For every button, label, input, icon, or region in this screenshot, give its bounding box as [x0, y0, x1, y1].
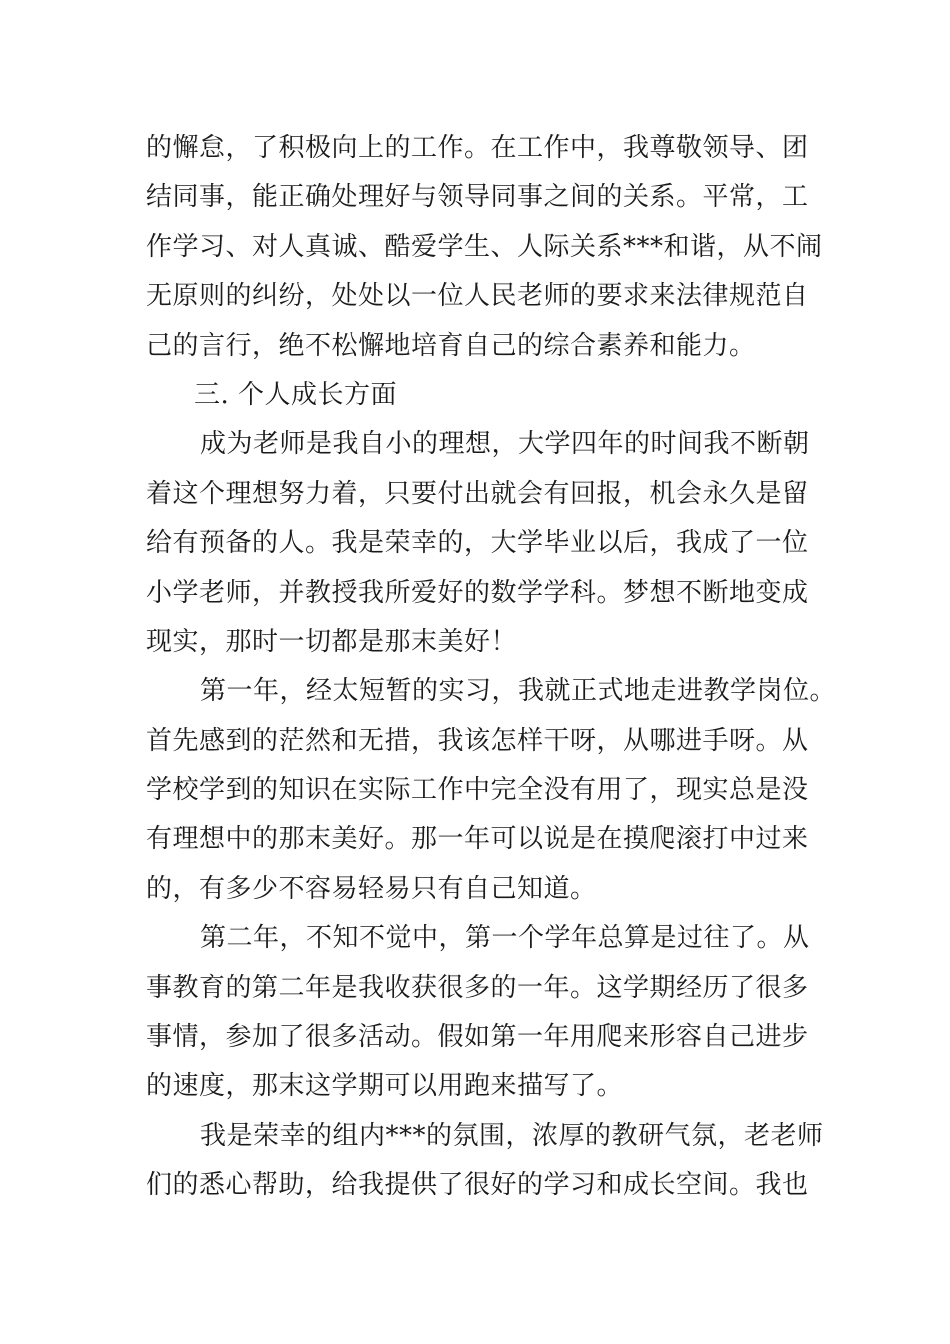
- section-heading: 三. 个人成长方面: [194, 379, 398, 410]
- text-line: 作学习、对人真诚、酷爱学生、人际关系***和谐，从不闹: [146, 231, 823, 262]
- text-line: 的速度，那末这学期可以用跑来描写了。: [146, 1071, 624, 1102]
- document-body: [146, 124, 837, 1211]
- text-line: 己的言行，绝不松懈地培育自己的综合素养和能力。: [146, 330, 756, 361]
- paragraph-first-line: 成为老师是我自小的理想，大学四年的时间我不断朝: [200, 429, 810, 460]
- text-line: 的，有多少不容易轻易只有自己知道。: [146, 873, 597, 904]
- text-line: 的懈怠，了积极向上的工作。在工作中，我尊敬领导、团: [146, 133, 809, 163]
- text-line: 结同事，能正确处理好与领导同事之间的关系。平常，工: [146, 182, 809, 213]
- text-line: 现实，那时一切都是那末美好！: [146, 626, 518, 657]
- paragraph-first-line: 我是荣幸的组内***的氛围，浓厚的教研气氛，老老师: [200, 1120, 824, 1151]
- text-line: 事教育的第二年是我收获很多的一年。这学期经历了很多: [146, 972, 809, 1003]
- text-line: 事情，参加了很多活动。假如第一年用爬来形容自己进步: [146, 1022, 809, 1053]
- text-line: 给有预备的人。我是荣幸的，大学毕业以后，我成了一位: [146, 528, 809, 559]
- text-line: 着这个理想努力着，只要付出就会有回报，机会永久是留: [146, 478, 809, 509]
- text-line: 首先感到的茫然和无措，我该怎样干呀，从哪进手呀。从: [146, 725, 809, 756]
- paragraph-first-line: 第二年，不知不觉中，第一个学年总算是过往了。从: [200, 923, 810, 954]
- text-line: 小学老师，并教授我所爱好的数学学科。梦想不断地变成: [146, 577, 809, 608]
- paragraph-first-line: 第一年，经太短暂的实习，我就正式地走进教学岗位。: [200, 676, 837, 707]
- text-line: 学校学到的知识在实际工作中完全没有用了，现实总是没: [146, 775, 809, 806]
- text-line: 有理想中的那末美好。那一年可以说是在摸爬滚打中过来: [146, 824, 809, 855]
- text-line: 无原则的纠纷，处处以一位人民老师的要求来法律规范自: [146, 281, 809, 312]
- text-line: 们的悉心帮助，给我提供了很好的学习和成长空间。我也: [146, 1170, 809, 1201]
